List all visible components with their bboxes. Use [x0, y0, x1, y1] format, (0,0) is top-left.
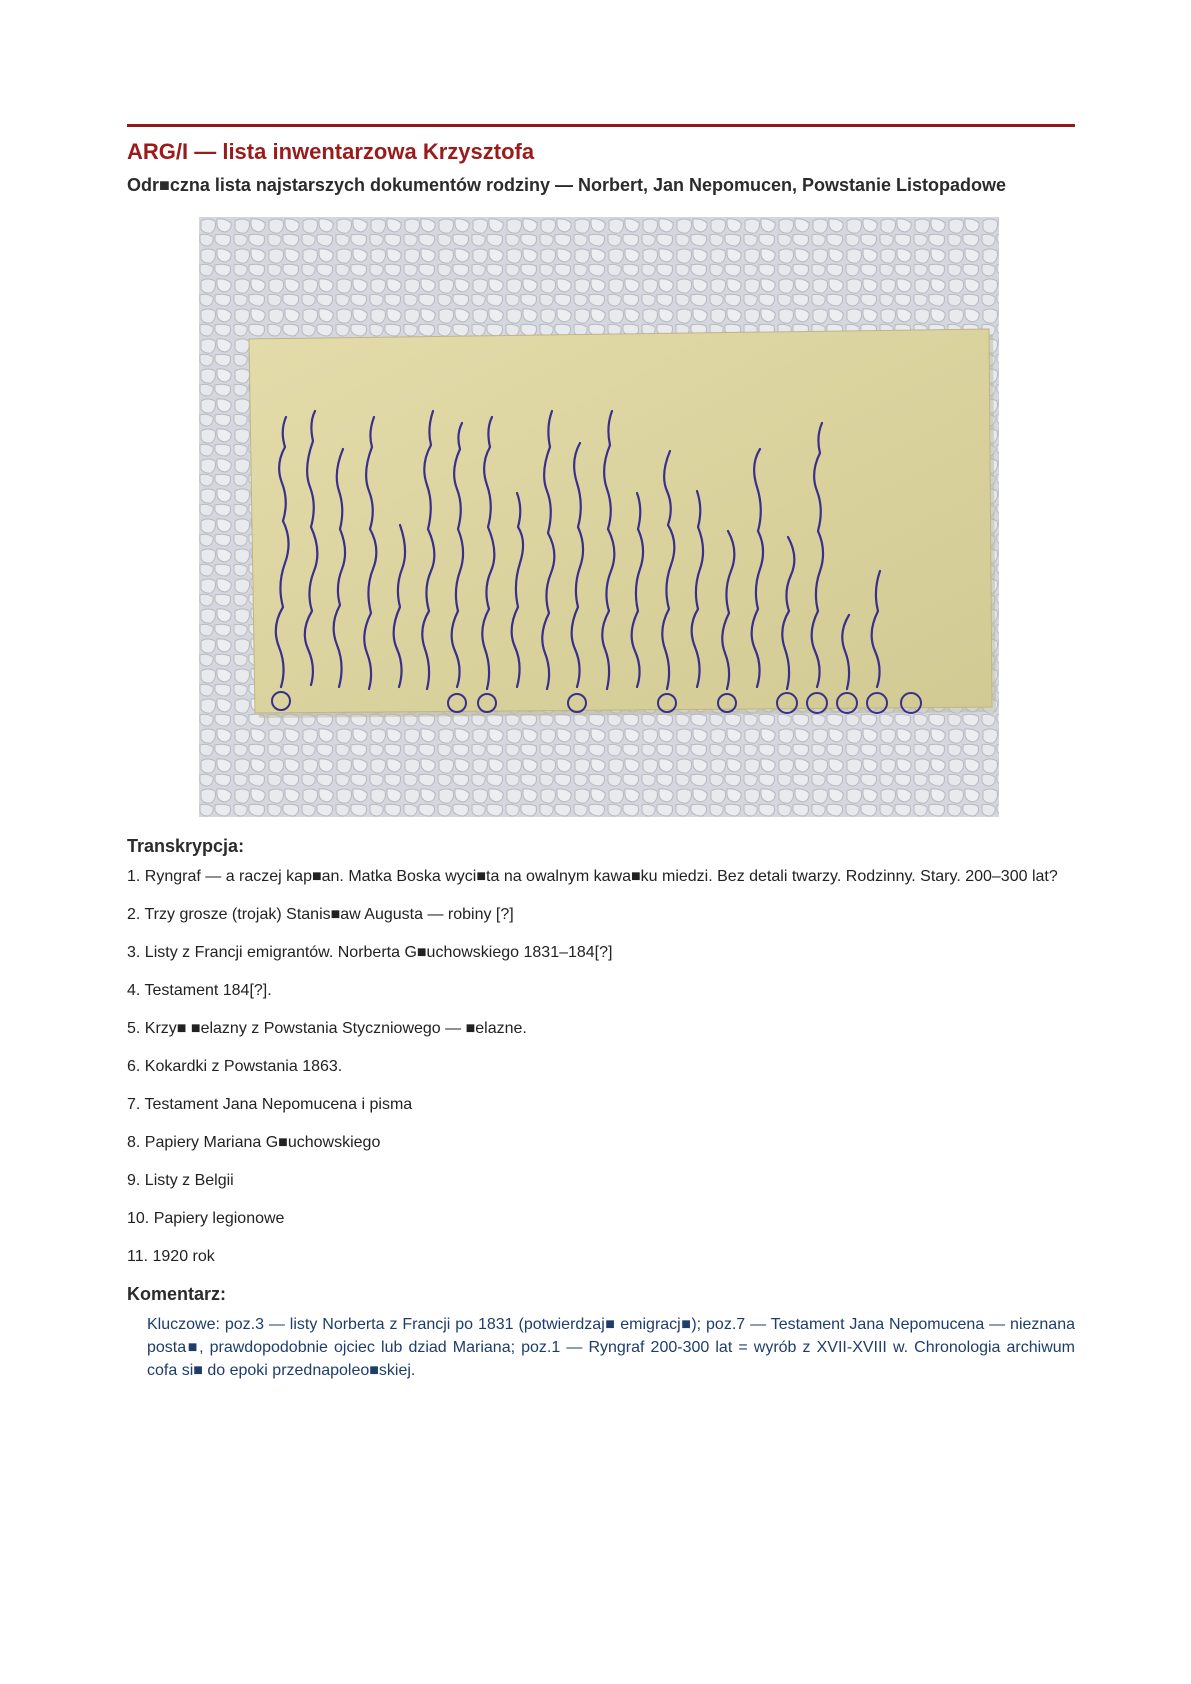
header-rule [127, 124, 1075, 127]
transcription-entry: 6. Kokardki z Powstania 1863. [127, 1058, 343, 1075]
transcription-entry: 7. Testament Jana Nepomucena i pisma [127, 1096, 413, 1113]
transcription-entry: 9. Listy z Belgii [127, 1172, 234, 1189]
page-subtitle: Odr■czna lista najstarszych dokumentów rodziny — Norbert, Jan Nepomucen, Powstanie Listopadowe [127, 175, 1007, 195]
transcription-entry: 4. Testament 184[?]. [127, 982, 272, 999]
transcription-entry: 5. Krzy■ ■elazny z Powstania Styczniowego — ■elazne. [127, 1020, 527, 1037]
transcription-list [127, 865, 1075, 1268]
paper-note [249, 329, 996, 718]
commentary-text: Kluczowe: poz.3 — listy Norberta z Francji po 1831 (potwierdzaj■ emigracj■); poz.7 — Testament Jana Nepomucena — nieznana posta■, prawdopodobnie ojciec lub dziad Mariana; poz.1 — Ryngraf 200-300 lat = wyrób z XVII-XVIII w. Chronologia archiwum cofa si■ do epoki przednapoleo■skiej. [147, 1316, 1075, 1379]
transcription-heading: Transkrypcja: [127, 836, 245, 856]
manuscript-photo [199, 217, 999, 817]
commentary-heading: Komentarz: [127, 1284, 227, 1304]
transcription-entry: 3. Listy z Francji emigrantów. Norberta G■uchowskiego 1831–184[?] [127, 944, 613, 961]
transcription-entry: 2. Trzy grosze (trojak) Stanis■aw Augusta — robiny [?] [127, 906, 514, 923]
transcription-entry: 8. Papiery Mariana G■uchowskiego [127, 1134, 381, 1151]
transcription-entry: 1. Ryngraf — a raczej kap■an. Matka Boska wyci■ta na owalnym kawa■ku miedzi. Bez detali twarzy. Rodzinny. Stary. 200–300 lat? [127, 868, 1058, 885]
document-page [127, 124, 1075, 1382]
transcription-entry: 10. Papiery legionowe [127, 1210, 285, 1227]
page-title: ARG/I — lista inwentarzowa Krzysztofa [127, 139, 535, 164]
transcription-entry: 11. 1920 rok [127, 1248, 215, 1265]
